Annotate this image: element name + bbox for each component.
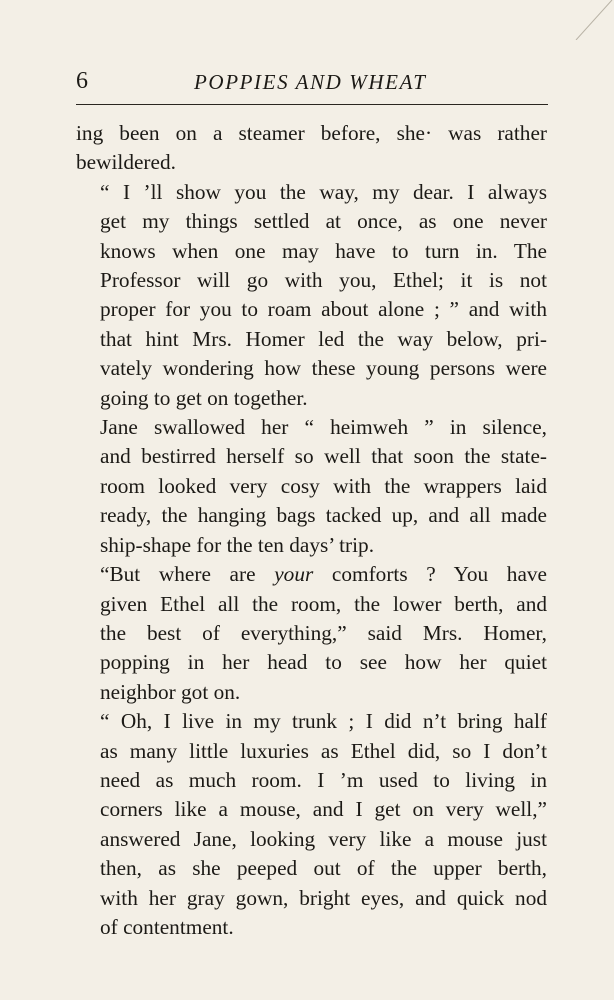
text-run: comforts ? You have (313, 562, 547, 587)
text-line: corners like a mouse, and I get on very well,” (100, 797, 547, 822)
text-line: Professor will go with you, Ethel; it is not (100, 268, 547, 293)
text-line: with her gray gown, bright eyes, and quick nod (100, 885, 547, 910)
text-line: the best of everything,” said Mrs. Homer, (100, 620, 547, 645)
text-line: answered Jane, looking very like a mouse just (100, 826, 547, 851)
text-line: proper for you to roam about alone ; ” and with (100, 297, 547, 322)
paragraph (76, 119, 547, 178)
text-line: vately wondering how these young persons were (100, 356, 547, 381)
text-line: need as much room. I ’m used to living in (100, 767, 547, 792)
text-line: going to get on together. (100, 385, 308, 410)
body-text (76, 119, 547, 942)
text-line: and bestirred herself so well that soon the state- (100, 444, 547, 469)
page-number: 6 (76, 68, 88, 94)
text-line: knows when one may have to turn in. The (100, 238, 547, 263)
running-title: POPPIES AND WHEAT (194, 70, 427, 94)
text-line: as many little luxuries as Ethel did, so I don’t (100, 738, 547, 763)
text-line: “ Oh, I live in my trunk ; I did n’t bring half (100, 709, 547, 734)
text-line: room looked very cosy with the wrappers laid (100, 473, 547, 498)
page-edge-line (554, 0, 614, 40)
text-line: “ I ’ll show you the way, my dear. I always (100, 179, 547, 204)
text-line: get my things settled at once, as one never (100, 209, 547, 234)
paragraph (76, 413, 547, 560)
text-run: “But where are (100, 562, 275, 587)
text-line: given Ethel all the room, the lower berth, and (100, 591, 547, 616)
text-line: ship-shape for the ten days’ trip. (100, 532, 375, 557)
text-line: neighbor got on. (100, 679, 241, 704)
paragraph (76, 707, 547, 942)
emphasis-text: your (274, 562, 314, 587)
text-line: ready, the hanging bags tacked up, and all made (100, 503, 547, 528)
text-line: Jane swallowed her “ heimweh ” in silence, (100, 415, 547, 440)
text-line: of contentment. (100, 914, 234, 939)
text-line: ing been on a steamer before, she· was rather (76, 121, 547, 145)
text-line: that hint Mrs. Homer led the way below, pri- (100, 326, 547, 351)
paragraph (76, 560, 547, 707)
paragraph (76, 178, 547, 413)
text-line: then, as she peeped out of the upper berth, (100, 856, 547, 881)
text-line: bewildered. (76, 150, 176, 175)
header-rule (76, 104, 548, 105)
text-line (76, 560, 547, 589)
text-line: popping in her head to see how her quiet (100, 650, 547, 675)
running-head (76, 66, 548, 96)
